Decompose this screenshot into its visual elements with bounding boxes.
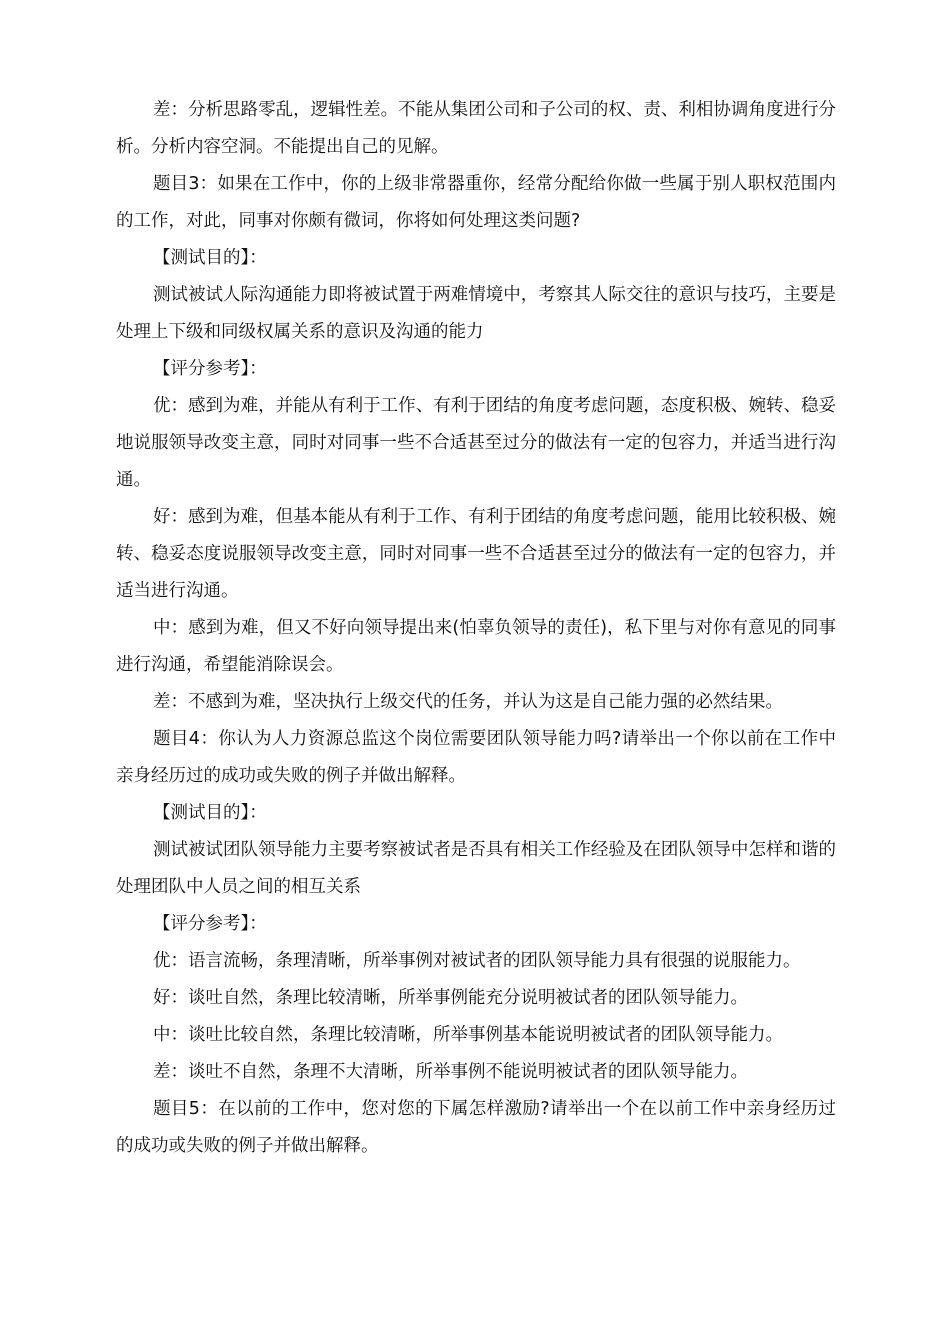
section-heading-test-purpose: 【测试目的】： — [153, 803, 267, 823]
question-5: 题目5：在以前的工作中，您对您的下属怎样激励?请举出一个在以前工作中亲身经历过的成功或失败的例子并做出解释。 — [116, 1099, 836, 1156]
paragraph: 差：分析思路零乱，逻辑性差。不能从集团公司和子公司的权、责、利相协调角度进行分析。分析内容空洞。不能提出自己的见解。 — [116, 100, 836, 157]
question-3: 题目3：如果在工作中，你的上级非常器重你，经常分配给你做一些属于别人职权范围内的工作，对此，同事对你颇有微词，你将如何处理这类问题? — [116, 174, 836, 231]
paragraph: 中：谈吐比较自然，条理比较清晰，所举事例基本能说明被试者的团队领导能力。 — [153, 1025, 783, 1045]
question-4: 题目4：你认为人力资源总监这个岗位需要团队领导能力吗?请举出一个你以前在工作中亲身经历过的成功或失败的例子并做出解释。 — [116, 729, 836, 786]
paragraph: 好：感到为难，但基本能从有利于工作、有利于团结的角度考虑问题，能用比较积极、婉转、稳妥态度说服领导改变主意，同时对同事一些不合适甚至过分的做法有一定的包容力，并适当进行沟通。 — [116, 507, 836, 601]
paragraph: 优：感到为难，并能从有利于工作、有利于团结的角度考虑问题，态度积极、婉转、稳妥地说服领导改变主意，同时对同事一些不合适甚至过分的做法有一定的包容力，并适当进行沟通。 — [116, 396, 836, 490]
section-heading-scoring: 【评分参考】： — [153, 914, 267, 934]
paragraph: 测试被试人际沟通能力即将被试置于两难情境中，考察其人际交往的意识与技巧，主要是处理上下级和同级权属关系的意识及沟通的能力 — [116, 285, 836, 342]
paragraph: 好：谈吐自然，条理比较清晰，所举事例能充分说明被试者的团队领导能力。 — [153, 988, 748, 1008]
paragraph: 测试被试团队领导能力主要考察被试者是否具有相关工作经验及在团队领导中怎样和谐的处理团队中人员之间的相互关系 — [116, 840, 836, 897]
paragraph: 差：谈吐不自然，条理不大清晰，所举事例不能说明被试者的团队领导能力。 — [153, 1062, 748, 1082]
document-body — [116, 92, 836, 1165]
paragraph: 优：语言流畅，条理清晰，所举事例对被试者的团队领导能力具有很强的说服能力。 — [153, 951, 801, 971]
paragraph: 中：感到为难，但又不好向领导提出来(怕辜负领导的责任)，私下里与对你有意见的同事进行沟通，希望能消除误会。 — [116, 618, 836, 675]
section-heading-test-purpose: 【测试目的】： — [153, 248, 267, 268]
paragraph: 差：不感到为难，坚决执行上级交代的任务，并认为这是自己能力强的必然结果。 — [153, 692, 783, 712]
section-heading-scoring: 【评分参考】： — [153, 359, 267, 379]
